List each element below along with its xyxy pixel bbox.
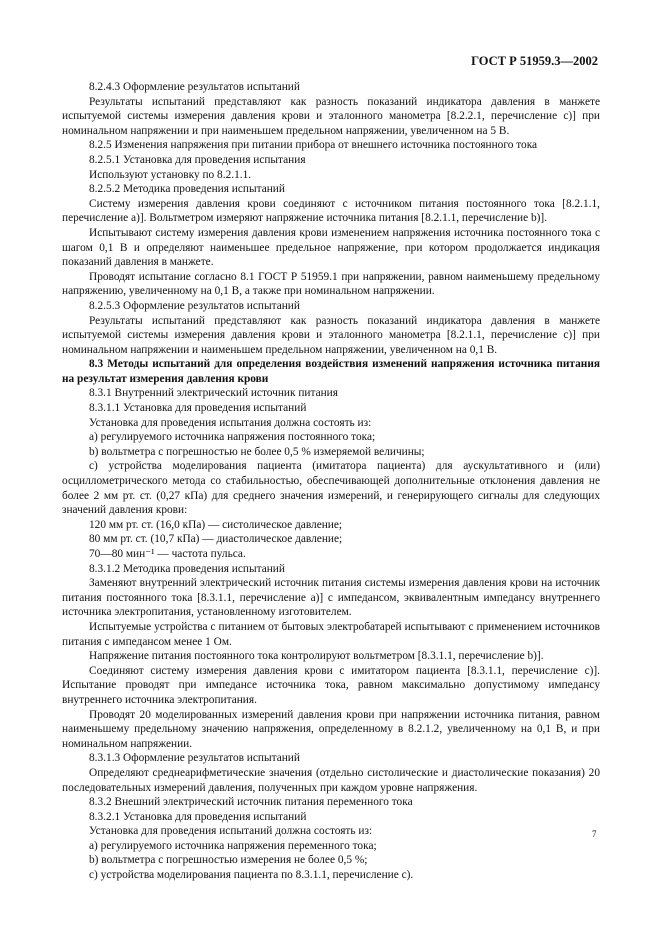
paragraph: 70—80 мин⁻¹ — частота пульса. [89, 548, 246, 560]
paragraph: Заменяют внутренний электрический источник питания системы измерения давления крови на источник питания постоянного тока [8.3.1.1, перечисление а)] с импедансом, эквивалентным импедансу внутреннего источника электропитания, установленному изготовителем. [62, 577, 600, 619]
paragraph: Используют установку по 8.2.1.1. [89, 168, 252, 181]
paragraph: 8.3.2.1 Установка для проведения испытаний [89, 810, 307, 823]
paragraph: 8.2.5.3 Оформление результатов испытаний [89, 299, 300, 312]
paragraph: с) устройства моделирования пациента (имитатора пациента) для аускультативного и (или) осциллометрического метода со стабильностью, обеспечивающей дополнительные отклонения давления не более 2 мм рт. ст. (0,27 кПа) для среднего значения измерений, и генерирующего сигналы для следующих значений давления крови: [62, 460, 600, 517]
paragraph: Напряжение питания постоянного тока контролируют вольтметром [8.3.1.1, перечисление b)]. [89, 650, 544, 663]
paragraph: 8.3.1.3 Оформление результатов испытаний [89, 752, 300, 765]
document-body [62, 80, 600, 883]
paragraph: b) вольтметра с погрешностью не более 0,5 % измеряемой величины; [89, 445, 425, 458]
paragraph: а) регулируемого источника напряжения переменного тока; [89, 839, 377, 852]
paragraph: Результаты испытаний представляют как разность показаний индикатора давления в манжете испытуемой системы измерения давления крови и эталонного манометра [8.2.2.1, перечисление с)] при номинальном напряжении и при наименьшем предельном напряжении, увеличенном на 5 В. [62, 95, 600, 137]
paragraph: Результаты испытаний представляют как разность показаний индикатора давления в манжете испытуемой системы измерения давления крови и эталонного манометра [8.2.1.1, перечисление с)] при номинальном напряжении и наименьшем предельном напряжении, увеличенном на 0,1 В. [62, 314, 600, 356]
paragraph: Определяют среднеарифметические значения (отдельно систолические и диастолические показания) 20 последовательных измерений давления, полученных при каждом уровне напряжения. [62, 766, 600, 794]
paragraph: 8.2.4.3 Оформление результатов испытаний [89, 81, 300, 93]
paragraph: b) вольтметра с погрешностью измерения не более 0,5 %; [89, 854, 368, 867]
paragraph: с) устройства моделирования пациента по 8.3.1.1, перечисление с). [89, 869, 414, 882]
paragraph: 8.2.5 Изменения напряжения при питании прибора от внешнего источника постоянного тока [89, 139, 538, 152]
paragraph: Испытуемые устройства с питанием от бытовых электробатарей испытывают с применением источников питания с импедансом менее 1 Ом. [62, 620, 600, 648]
section-heading: 8.3 Методы испытаний для определения воздействия изменений напряжения источника питания на результат измерения давления крови [62, 358, 600, 385]
paragraph: Соединяют систему измерения давления крови с имитатором пациента [8.3.1.1, перечисление с)]. Испытание проводят при импедансе источника тока, равном максимально допустимому импедансу внутреннего источника электропитания. [62, 664, 600, 706]
paragraph: 8.2.5.1 Установка для проведения испытания [89, 153, 306, 166]
paragraph: Установка для проведения испытаний должна состоять из: [89, 825, 373, 838]
paragraph: 8.3.1.2 Методика проведения испытаний [89, 562, 285, 575]
paragraph: а) регулируемого источника напряжения постоянного тока; [89, 431, 376, 444]
page-number: 7 [592, 829, 597, 839]
paragraph: 8.3.1.1 Установка для проведения испытаний [89, 402, 307, 415]
paragraph: 80 мм рт. ст. (10,7 кПа) — диастолическое давление; [89, 533, 343, 546]
paragraph: 8.3.1 Внутренний электрический источник питания [89, 387, 338, 400]
paragraph: Систему измерения давления крови соединяют с источником питания постоянного тока [8.2.1.1, перечисление а)]. Вольтметром измеряют напряжение источника питания [8.2.1.1, перечисление b)]. [62, 197, 600, 225]
paragraph: Испытывают систему измерения давления крови изменением напряжения источника постоянного тока с шагом 0,1 В и определяют наименьшее предельное напряжение, при котором продолжается индикация показаний давления в манжете. [62, 226, 600, 269]
paragraph: 8.2.5.2 Методика проведения испытаний [89, 183, 285, 196]
paragraph: 120 мм рт. ст. (16,0 кПа) — систолическое давление; [89, 518, 343, 531]
document-header: ГОСТ Р 51959.3—2002 [471, 54, 598, 68]
paragraph: 8.3.2 Внешний электрический источник питания переменного тока [89, 796, 413, 809]
paragraph: Проводят испытание согласно 8.1 ГОСТ Р 51959.1 при напряжении, равном наименьшему предельному напряжению, увеличенному на 0,1 В, а также при номинальном напряжении. [62, 270, 600, 298]
paragraph: Установка для проведения испытания должна состоять из: [89, 416, 372, 429]
paragraph: Проводят 20 моделированных измерений давления крови при напряжении источника питания, равном наименьшему предельному значению напряжения, определенному в 8.2.1.2, увеличенному на 0,1 В, и при номинальном напряжении. [62, 708, 600, 750]
